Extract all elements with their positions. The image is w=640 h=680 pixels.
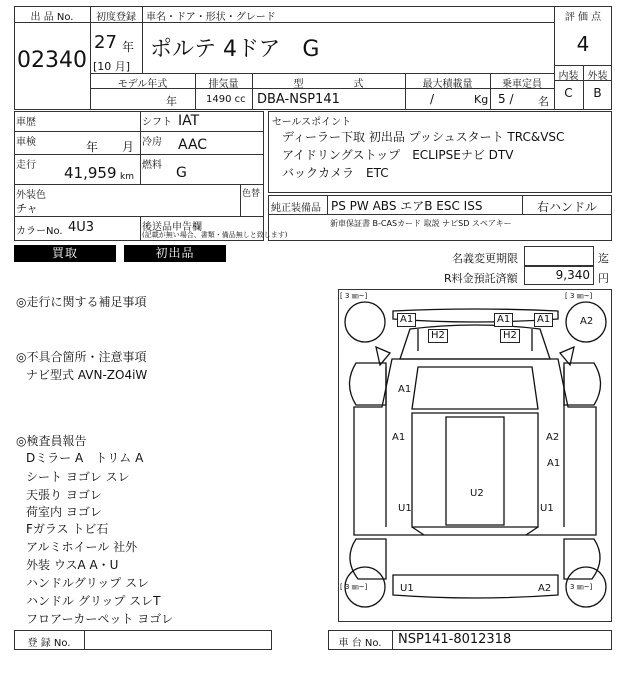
damage-mark: U1: [398, 503, 412, 514]
listing-badge: 初出品: [124, 245, 226, 262]
score: 4: [576, 32, 590, 56]
shift: IAT: [178, 113, 200, 129]
exterior-label: 外装: [587, 71, 608, 82]
mileage: 41,959: [64, 164, 117, 182]
inspector-report-title: ◎検査員報告: [16, 434, 87, 448]
ac: AAC: [178, 137, 208, 153]
shift-label: シフト: [142, 117, 172, 128]
sales-line-1: ディーラー下取 初出品 プッシュスタート TRC&VSC: [282, 130, 565, 144]
damage-mark: A1: [398, 384, 412, 395]
buy-badge: 買取: [14, 245, 116, 262]
reg-year-unit: 年: [122, 40, 135, 54]
recycle-label: R料金預託済額: [444, 272, 518, 285]
tire-depth-rl: [ 3 ㎜~]: [340, 583, 368, 591]
chassis-label: 車 台 No.: [338, 638, 382, 649]
color-label: 外装色: [16, 190, 46, 201]
tire-depth-fl: [ 3 ㎜~]: [340, 292, 368, 300]
displacement: 1490 cc: [206, 94, 246, 105]
tire-depth-rr: [ 3 ㎜~]: [565, 583, 593, 591]
color-change-label: 色替: [242, 189, 261, 199]
damage-mark: H2: [428, 329, 448, 343]
sales-line-3: バックカメラ ETC: [282, 166, 389, 180]
inspector-line: Dミラー A トリム A: [26, 451, 144, 465]
inspection-month-unit: 月: [122, 140, 135, 154]
damage-mark: A1: [397, 313, 416, 327]
docs-extra: 新車保証書 B-CASカード 取説 ナビSD スペアキー: [330, 219, 512, 228]
driving-notes-title: ◎走行に関する補足事項: [16, 295, 147, 309]
ac-label: 冷房: [142, 137, 162, 148]
recycle-value: 9,340: [555, 268, 590, 282]
car-diagram: [338, 289, 612, 622]
damage-mark: A1: [392, 432, 406, 443]
docs-label: 後送品申告欄: [142, 222, 202, 233]
inspector-line: 外装 ウスA A・U: [26, 558, 119, 572]
color-code: 4U3: [68, 220, 95, 235]
inspector-line: シート ヨゴレ スレ: [26, 470, 130, 484]
steering-side: 右ハンドル: [536, 200, 597, 214]
inspector-line: 荷室内 ヨゴレ: [26, 505, 102, 519]
damage-mark: A1: [547, 458, 561, 469]
damage-mark: A2: [580, 316, 594, 327]
interior-grade: C: [564, 86, 573, 100]
max-load: /: [430, 92, 435, 106]
inspector-line: アルミホイール 社外: [26, 540, 138, 554]
name-change-label: 名義変更期限: [452, 252, 518, 265]
color: チャ: [16, 202, 38, 215]
max-load-label: 最大積載量: [422, 79, 473, 90]
damage-mark: A2: [546, 432, 560, 443]
inspector-line: 天張り ヨゴレ: [26, 488, 102, 502]
first-reg-label: 初度登録: [96, 12, 136, 23]
displacement-label: 排気量: [208, 79, 239, 90]
car-name: ポルテ 4ドア G: [150, 37, 320, 62]
damage-mark: H2: [500, 329, 520, 343]
damage-mark: A1: [494, 313, 513, 327]
model-year-unit: 年: [166, 95, 177, 108]
damage-mark: A2: [538, 583, 552, 594]
recycle-unit: 円: [598, 272, 609, 285]
name-change-unit: 迄: [598, 252, 609, 265]
model-year-label: モデル年式: [117, 79, 168, 90]
mileage-unit: km: [120, 172, 134, 182]
capacity-unit: 名: [538, 95, 549, 108]
reg-month: [10 月]: [93, 60, 131, 73]
lot-no: 02340: [17, 48, 87, 73]
fuel: G: [176, 165, 187, 181]
interior-label: 内装: [558, 71, 579, 82]
inspector-line: ハンドル グリップ スレT: [26, 594, 161, 608]
name-change-box: [524, 246, 594, 266]
inspector-line: フロアーカーペット ヨゴレ: [26, 612, 174, 626]
model-type-label: 型 式: [293, 79, 364, 90]
fuel-label: 燃料: [142, 160, 162, 171]
reg-no-label: 登 録 No.: [27, 638, 71, 649]
reg-year: 27: [94, 32, 117, 53]
inspection-label: 車検: [16, 137, 36, 148]
damage-mark: U1: [400, 583, 414, 594]
color-code-label: カラーNo.: [16, 226, 63, 237]
model-type: DBA-NSP141: [257, 92, 340, 107]
max-load-unit: Kg: [474, 93, 489, 106]
inspector-line: ハンドルグリップ スレ: [26, 576, 150, 590]
inspection-year-unit: 年: [86, 140, 99, 154]
mileage-label: 走行: [16, 160, 36, 171]
chassis-no: NSP141-8012318: [398, 632, 512, 647]
sales-points-label: セールスポイント: [272, 117, 352, 128]
grade-label: 評 価 点: [564, 12, 602, 23]
inspector-line: Fガラス トビ石: [26, 522, 109, 536]
tire-depth-fr: [ 3 ㎜~]: [565, 292, 593, 300]
damage-mark: U2: [470, 488, 484, 499]
docs-note: (記載が無い場合、書類・備品無しと致します): [142, 231, 288, 239]
capacity-label: 乗車定員: [502, 79, 542, 90]
lot-no-label: 出 品 No.: [30, 12, 74, 23]
sales-line-2: アイドリングストップ ECLIPSEナビ DTV: [282, 148, 514, 162]
capacity: 5 /: [498, 92, 514, 106]
exterior-grade: B: [593, 86, 602, 100]
equipment-label: 純正装備品: [271, 203, 321, 214]
defect-line: ナビ型式 AVN-ZO4iW: [26, 368, 148, 382]
damage-mark: U1: [540, 503, 554, 514]
defect-notes-title: ◎不具合箇所・注意事項: [16, 350, 147, 364]
equipment-items: PS PW ABS エアB ESC ISS: [331, 199, 483, 213]
car-name-label: 車名・ドア・形状・グレード: [146, 12, 276, 23]
history-label: 車歴: [16, 117, 36, 128]
damage-mark: A1: [534, 313, 553, 327]
